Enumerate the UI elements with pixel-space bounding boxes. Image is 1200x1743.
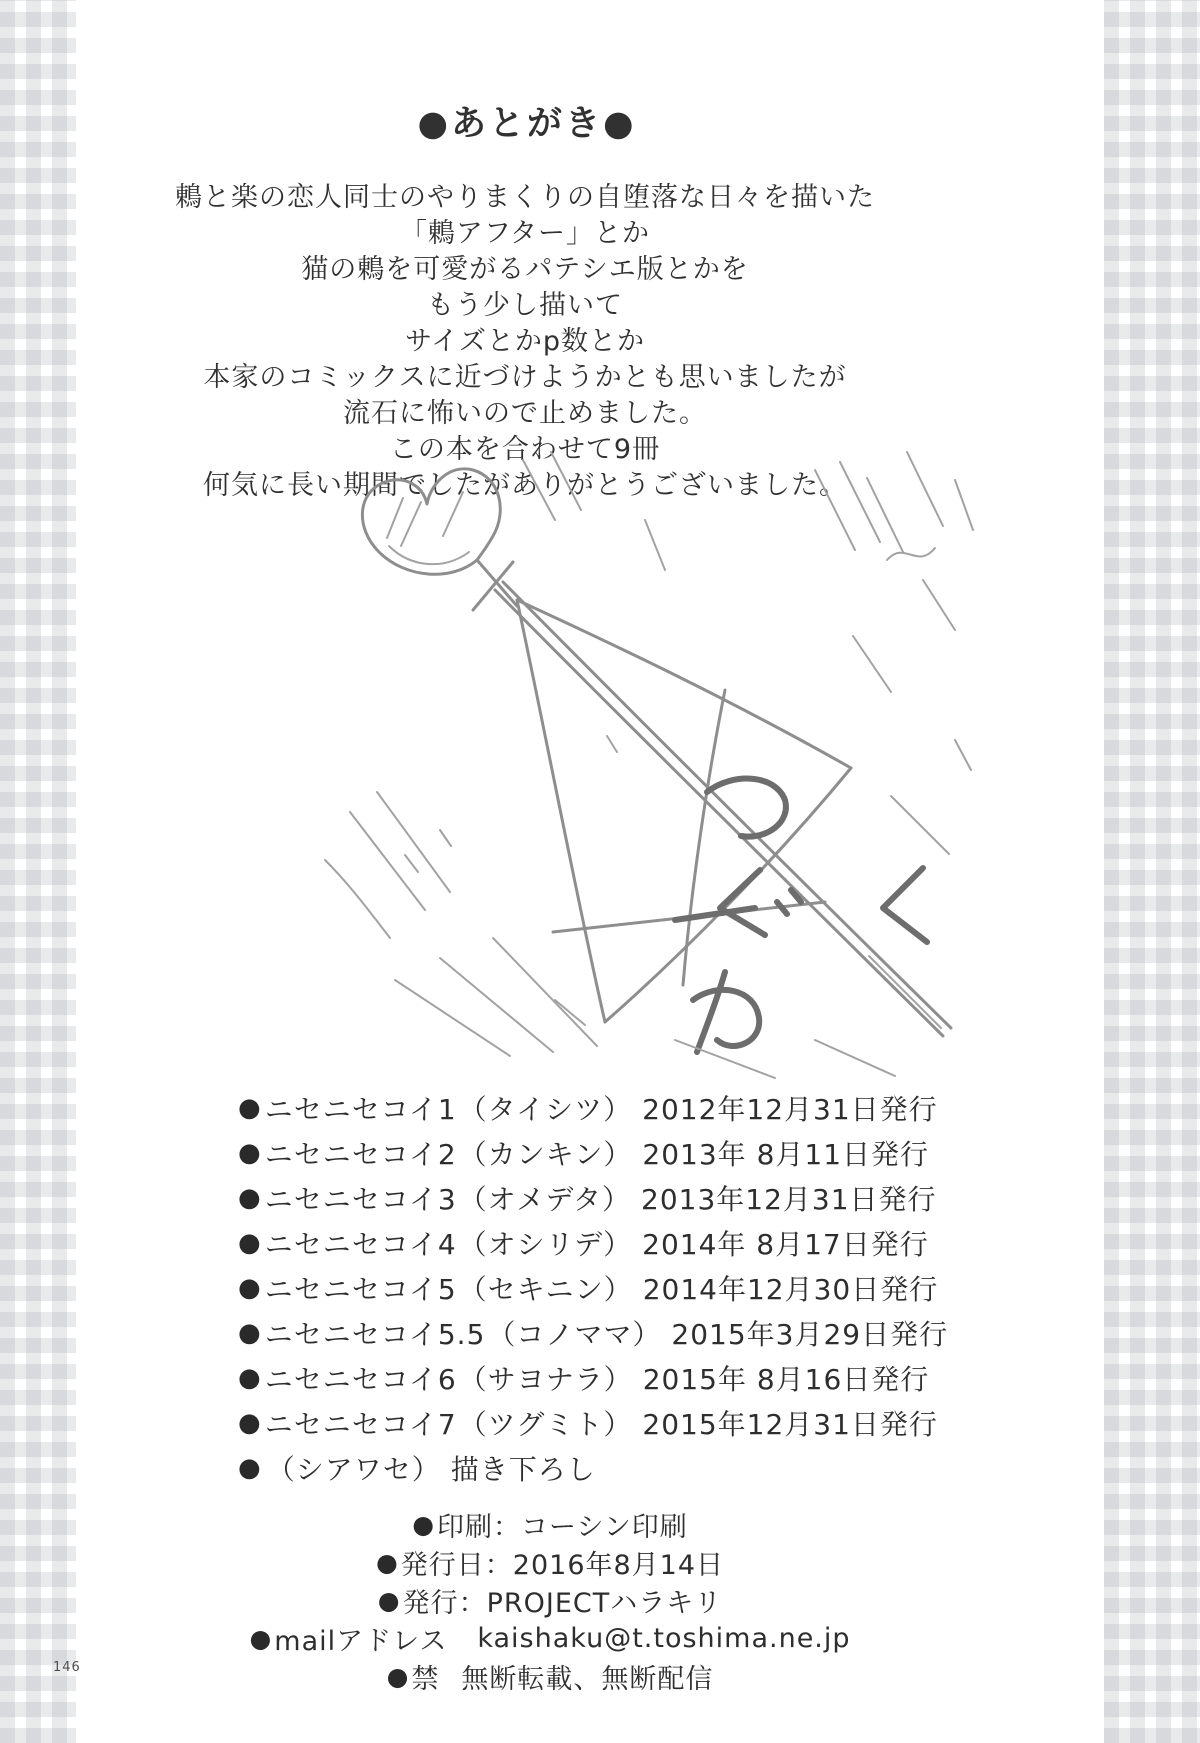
bullet-icon: ● — [238, 1317, 262, 1348]
book-codename: （カンキン） — [458, 1137, 633, 1171]
bullet-icon: ● — [386, 1661, 410, 1691]
book-codename: （オメデタ） — [458, 1182, 631, 1216]
book-title: ニセニセコイ5 — [264, 1272, 457, 1306]
bullet-icon: ● — [238, 1272, 262, 1303]
book-row — [238, 1400, 948, 1445]
colophon-label: mailアドレス — [274, 1625, 448, 1657]
bullet-icon: ● — [249, 1623, 273, 1653]
afterword-line: この本を合わせて9冊 — [389, 434, 661, 465]
colophon-print-line — [76, 1505, 1024, 1543]
bullet-icon: ● — [238, 1227, 262, 1258]
book-date: 2015年12月31日発行 — [642, 1407, 938, 1441]
handwritten-tsugumi — [693, 779, 927, 1052]
colophon-email: kaishaku@t.toshima.ne.jp — [477, 1622, 851, 1654]
colophon-value: 2016年8月14日 — [512, 1549, 725, 1581]
book-date: 2014年12月30日発行 — [642, 1272, 939, 1306]
bullet-icon: ● — [238, 1407, 262, 1438]
book-codename: （セキニン） — [458, 1272, 633, 1306]
book-title: ニセニセコイ3 — [264, 1182, 457, 1216]
afterword-line: 猫の鶇を可愛がるパテシエ版とかを — [301, 254, 749, 285]
colophon-publisher-line — [76, 1581, 1024, 1619]
colophon-label: 発行： — [402, 1587, 487, 1619]
book-title: ニセニセコイ1 — [264, 1092, 457, 1126]
afterword-line: 流石に怖いので止めました。 — [343, 398, 707, 429]
book-title: ニセニセコイ2 — [264, 1137, 457, 1171]
colophon — [76, 1505, 1104, 1695]
afterword-line: 「鶇アフター」とか — [399, 218, 651, 249]
book-codename: （サヨナラ） — [458, 1362, 633, 1396]
bullet-icon: ● — [238, 1182, 262, 1213]
book-row — [238, 1265, 948, 1310]
bullet-icon: ● — [238, 1092, 262, 1123]
afterword-line: サイズとかp数とか — [405, 326, 645, 357]
doodle-sketch — [255, 440, 975, 1080]
book-row — [238, 1355, 948, 1400]
colophon-mail-line — [76, 1619, 1024, 1657]
book-list — [238, 1085, 948, 1490]
book-date: 描き下ろし — [450, 1452, 596, 1486]
book-date: 2013年12月31日発行 — [641, 1182, 937, 1216]
book-date: 2013年 8月11日発行 — [642, 1137, 930, 1171]
book-row — [238, 1085, 948, 1130]
afterword-line: 本家のコミックスに近づけようかとも思いましたが — [203, 362, 847, 393]
colophon-forbid-line — [76, 1657, 1024, 1695]
colophon-label: 印刷： — [437, 1511, 522, 1543]
book-date: 2015年 8月16日発行 — [642, 1362, 930, 1396]
book-row — [238, 1310, 948, 1355]
colophon-value: コーシン印刷 — [521, 1511, 688, 1543]
book-row — [238, 1220, 948, 1265]
book-codename: （ツグミト） — [458, 1407, 633, 1441]
afterword-line: 何気に長い期間でしたがありがとうございました。 — [203, 470, 847, 501]
book-date: 2015年3月29日発行 — [671, 1317, 949, 1351]
book-date: 2014年 8月17日発行 — [642, 1227, 929, 1261]
book-codename: （シアワセ） — [266, 1452, 441, 1486]
book-date: 2012年12月31日発行 — [642, 1092, 938, 1126]
bullet-icon: ● — [377, 1585, 401, 1615]
book-title: ニセニセコイ5.5 — [264, 1317, 486, 1351]
colophon-value: 無断転載、無断配信 — [461, 1663, 714, 1695]
bullet-icon: ● — [238, 1137, 262, 1168]
book-title: ニセニセコイ6 — [264, 1362, 457, 1396]
book-codename: （タイシツ） — [458, 1092, 633, 1126]
right-gingham-border — [1104, 0, 1200, 1743]
bullet-icon: ● — [238, 1362, 262, 1393]
book-title: ニセニセコイ4 — [264, 1227, 457, 1261]
bullet-icon: ● — [375, 1547, 399, 1577]
bullet-icon: ● — [412, 1509, 436, 1539]
book-codename: （オシリデ） — [458, 1227, 633, 1261]
book-row — [238, 1175, 948, 1220]
book-row — [238, 1445, 948, 1490]
colophon-label: 禁 — [411, 1663, 440, 1695]
heart-doodle — [362, 469, 500, 574]
book-title: ニセニセコイ7 — [264, 1407, 457, 1441]
book-row — [238, 1130, 948, 1175]
afterword-line: もう少し描いて — [427, 290, 623, 321]
kite-tail — [495, 582, 951, 1036]
page-number: 146 — [53, 1660, 81, 1675]
book-codename: （コノママ） — [487, 1317, 662, 1351]
afterword-line: 鶇と楽の恋人同士のやりまくりの自堕落な日々を描いた — [175, 182, 875, 213]
colophon-pubdate-line — [76, 1543, 1024, 1581]
colophon-value: PROJECTハラキリ — [486, 1587, 723, 1619]
colophon-label: 発行日： — [400, 1549, 513, 1581]
page-title: ●あとがき● — [417, 104, 637, 144]
left-gingham-border — [0, 0, 76, 1743]
bullet-icon: ● — [238, 1452, 262, 1483]
